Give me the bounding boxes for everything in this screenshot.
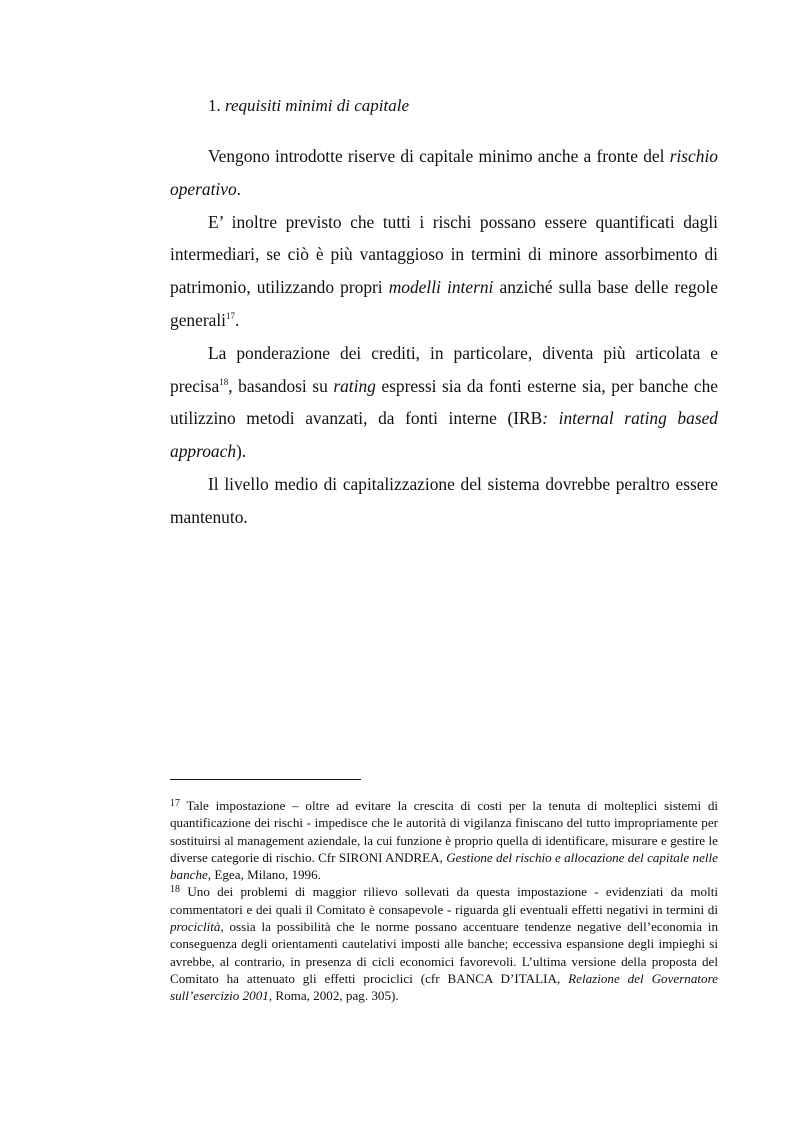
paragraph-2-end: . <box>235 309 240 330</box>
paragraph-1-end: . <box>236 178 242 199</box>
footnote-17-end: , Egea, Milano, 1996. <box>207 867 321 883</box>
paragraph-1-text: Vengono introdotte riserve di capitale minimo anche a fronte del <box>208 146 670 166</box>
footnote-17-book-title: Gestione del rischio e allocazione del capitale nelle banche <box>170 849 718 883</box>
body-text <box>170 140 718 534</box>
paragraph-3-end: ). <box>236 441 247 462</box>
footnote-18-text: Uno dei problemi di maggior rilievo sollevati da questa impostazione - evidenziati da molti commentatori e dei quali il Comitato è consapevole - riguarda gli eventuali effetti negativi in termini di <box>170 884 718 917</box>
paragraph-3-text-2: , basandosi su <box>228 375 334 396</box>
paragraph-3-text-3: espressi sia da fonti esterne sia, per banche che utilizzino metodi avanzati, da fonti interne (IRB <box>170 375 718 429</box>
footnote-18-end: , Roma, 2002, pag. 305). <box>268 988 399 1004</box>
paragraph-3-text: La ponderazione dei crediti, in particolare, diventa più articolata e precisa <box>170 342 718 396</box>
paragraph-1-italic: rischio operativo <box>170 146 718 199</box>
footnote-18-italic: prociclità <box>170 919 221 935</box>
footnote-ref-17[interactable]: 17 <box>226 310 236 321</box>
paragraph-3-italic-irb: : internal rating based approach <box>170 408 719 462</box>
paragraph-2-italic: modelli interni <box>388 277 494 298</box>
paragraph-1 <box>170 140 718 206</box>
footnote-ref-18[interactable]: 18 <box>219 376 229 387</box>
paragraph-2 <box>170 206 718 337</box>
section-title: requisiti minimi di capitale <box>225 96 409 115</box>
footnotes <box>170 797 718 1005</box>
footnote-17-number: 17 <box>170 798 180 809</box>
footnote-18 <box>170 883 718 1004</box>
footnote-17-text: Tale impostazione – oltre ad evitare la crescita di costi per la tenuta di molteplici sistemi di quantificazione dei rischi - impedisce che le autorità di vigilanza finiscano del tutto impropriamente per sostituirsi al management aziendale, la cui funzione è proprio quella di identificare, misurare e gestire le diverse categorie di rischio. Cfr SIRONI ANDREA, <box>170 798 718 865</box>
footnote-18-number: 18 <box>170 884 180 896</box>
paragraph-4-text: Il livello medio di capitalizzazione del sistema dovrebbe peraltro essere mantenuto. <box>170 473 718 527</box>
paragraph-3 <box>170 337 718 468</box>
section-heading <box>208 94 409 118</box>
paragraph-3-italic-rating: rating <box>333 375 376 396</box>
paragraph-2-text: E’ inoltre previsto che tutti i rischi possano essere quantificati dagli intermediari, se ciò è più vantaggioso in termini di minore assorbimento di patrimonio, utilizzando propri <box>170 211 718 298</box>
footnote-separator <box>170 779 361 780</box>
footnote-18-text-2: , ossia la possibilità che le norme possano accentuare tendenze negative dell’economia in conseguenza degli orientamenti cautelativi imposti alle banche; eccessiva espansione degli impieghi si avrebbe, al contrario, in presenza di cicli economici favorevoli. L’ultima versione della proposta del Comitato ha attenuato gli effetti prociclici (cfr BANCA D’ITALIA, <box>170 919 718 986</box>
section-number: 1. <box>208 96 225 115</box>
footnote-17 <box>170 797 718 883</box>
footnote-18-report-title: Relazione del Governatore sull’esercizio 2001 <box>170 970 718 1004</box>
paragraph-2-text-2: anziché sulla base delle regole generali <box>170 277 718 330</box>
paragraph-4 <box>170 468 718 534</box>
